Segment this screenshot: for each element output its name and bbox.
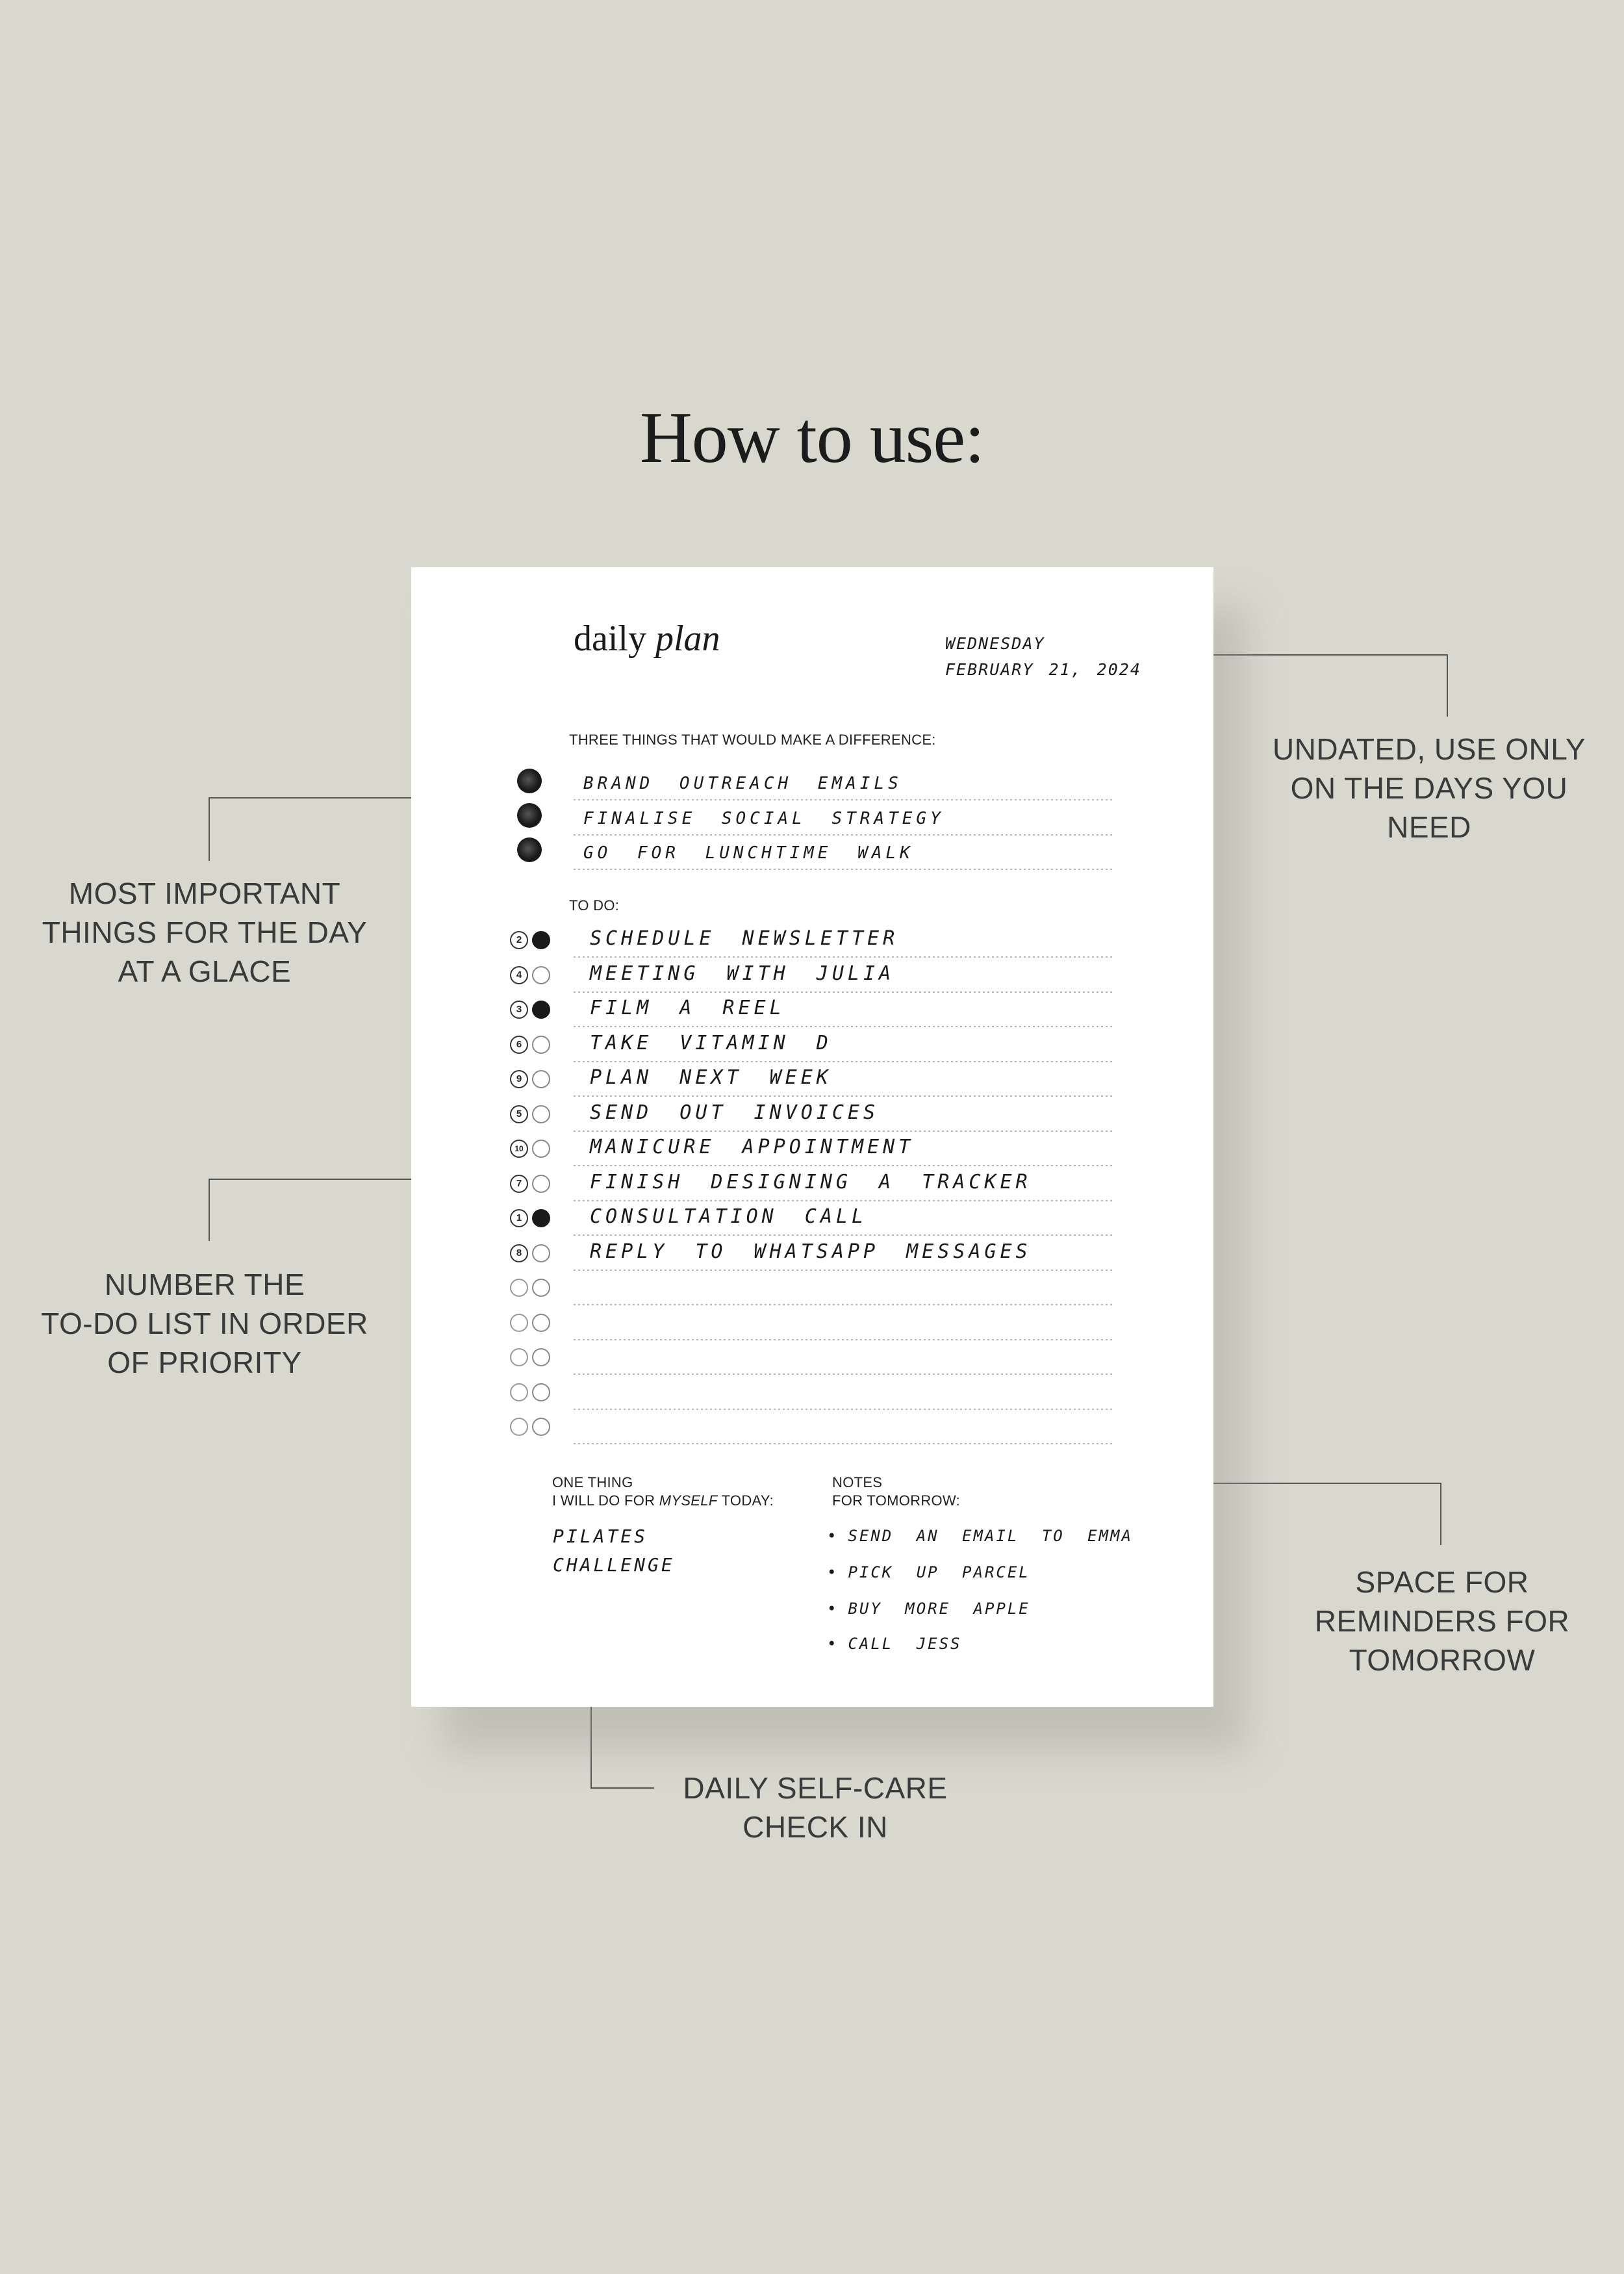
todo-row (411, 1383, 1213, 1418)
todo-checkbox[interactable] (532, 1140, 550, 1158)
priority-number-icon[interactable]: 4 (510, 966, 528, 984)
note-item: • CALL JESS (827, 1635, 962, 1653)
todo-text: CONSULTATION CALL (590, 1205, 868, 1228)
priority-number-icon[interactable]: 2 (510, 931, 528, 949)
todo-text: FILM A REEL (590, 997, 785, 1019)
priority-number-icon[interactable]: 10 (510, 1140, 528, 1158)
annotation-space-reminders: SPACE FOR REMINDERS FOR TOMORROW (1314, 1565, 1570, 1677)
todo-row (411, 1418, 1213, 1452)
todo-checkbox[interactable] (532, 1348, 550, 1366)
three-thing-3: GO FOR LUNCHTIME WALK (583, 843, 914, 863)
todo-checkbox[interactable] (532, 1418, 550, 1436)
note-item: • BUY MORE APPLE (827, 1600, 1030, 1618)
priority-number-icon[interactable] (510, 1418, 528, 1436)
todo-checkbox[interactable] (532, 1105, 550, 1123)
priority-number-icon[interactable]: 9 (510, 1070, 528, 1088)
priority-number-icon[interactable] (510, 1279, 528, 1297)
priority-number-icon[interactable]: 6 (510, 1036, 528, 1054)
three-things-label: THREE THINGS THAT WOULD MAKE A DIFFERENCE: (569, 732, 936, 748)
todo-text: MEETING WITH JULIA (590, 962, 895, 985)
annotation-most-important: MOST IMPORTANT THINGS FOR THE DAY AT A GLACE (42, 876, 368, 988)
priority-dot-3 (517, 837, 542, 862)
page-heading: How to use: (639, 398, 985, 478)
todo-text: PLAN NEXT WEEK (590, 1066, 832, 1089)
todo-row (411, 1066, 1213, 1105)
priority-number-icon[interactable]: 5 (510, 1105, 528, 1123)
note-item: • SEND AN EMAIL TO EMMA (827, 1527, 1133, 1545)
todo-row (411, 1240, 1213, 1279)
notes-label: NOTES FOR TOMORROW: (832, 1474, 961, 1509)
date-block: WEDNESDAY FEBRUARY 21, 2024 (945, 634, 1141, 679)
priority-number-icon[interactable]: 3 (510, 1001, 528, 1019)
todo-checkbox[interactable] (532, 1209, 550, 1227)
planner-sheet (411, 567, 1213, 1707)
todo-row (411, 1136, 1213, 1174)
priority-number-icon[interactable]: 1 (510, 1209, 528, 1227)
todo-text: FINISH DESIGNING A TRACKER (590, 1171, 1032, 1194)
todo-checkbox[interactable] (532, 1314, 550, 1332)
priority-number-icon[interactable]: 7 (510, 1175, 528, 1193)
todo-checkbox[interactable] (532, 1070, 550, 1088)
annotation-number-todo: NUMBER THE TO-DO LIST IN ORDER OF PRIORITY (41, 1268, 368, 1379)
annotation-self-care: DAILY SELF-CARE CHECK IN (683, 1771, 948, 1844)
todo-text: TAKE VITAMIN D (590, 1032, 832, 1054)
todo-checkbox[interactable] (532, 1175, 550, 1193)
todo-row (411, 1032, 1213, 1070)
todo-text: SEND OUT INVOICES (590, 1101, 880, 1124)
note-item: • PICK UP PARCEL (827, 1563, 1030, 1581)
planner-title: daily plan (574, 619, 720, 659)
todo-checkbox[interactable] (532, 1383, 550, 1401)
myself-text: PILATES CHALLENGE (553, 1526, 675, 1576)
todo-row (411, 1205, 1213, 1244)
todo-checkbox[interactable] (532, 1279, 550, 1297)
todo-text: SCHEDULE NEWSLETTER (590, 927, 899, 950)
todo-checkbox[interactable] (532, 1001, 550, 1019)
todo-checkbox[interactable] (532, 931, 550, 949)
annotation-undated: UNDATED, USE ONLY ON THE DAYS YOU NEED (1272, 732, 1586, 844)
todo-text: REPLY TO WHATSAPP MESSAGES (590, 1240, 1032, 1263)
myself-label: ONE THING I WILL DO FOR MYSELF TODAY: (552, 1474, 774, 1509)
todo-checkbox[interactable] (532, 1036, 550, 1054)
todo-row (411, 1314, 1213, 1348)
three-thing-1: BRAND OUTREACH EMAILS (583, 774, 902, 793)
todo-row (411, 927, 1213, 965)
todo-text: MANICURE APPOINTMENT (590, 1136, 915, 1158)
todo-checkbox[interactable] (532, 966, 550, 984)
priority-number-icon[interactable] (510, 1383, 528, 1401)
priority-number-icon[interactable]: 8 (510, 1244, 528, 1262)
todo-checkbox[interactable] (532, 1244, 550, 1262)
todo-row (411, 1348, 1213, 1383)
todo-row (411, 1279, 1213, 1313)
three-thing-2: FINALISE SOCIAL STRATEGY (583, 809, 945, 828)
priority-dot-2 (517, 803, 542, 828)
todo-row (411, 997, 1213, 1035)
todo-label: TO DO: (569, 897, 620, 913)
priority-number-icon[interactable] (510, 1314, 528, 1332)
todo-row (411, 1101, 1213, 1140)
priority-number-icon[interactable] (510, 1348, 528, 1366)
todo-row (411, 962, 1213, 1001)
priority-dot-1 (517, 769, 542, 793)
todo-row (411, 1171, 1213, 1209)
